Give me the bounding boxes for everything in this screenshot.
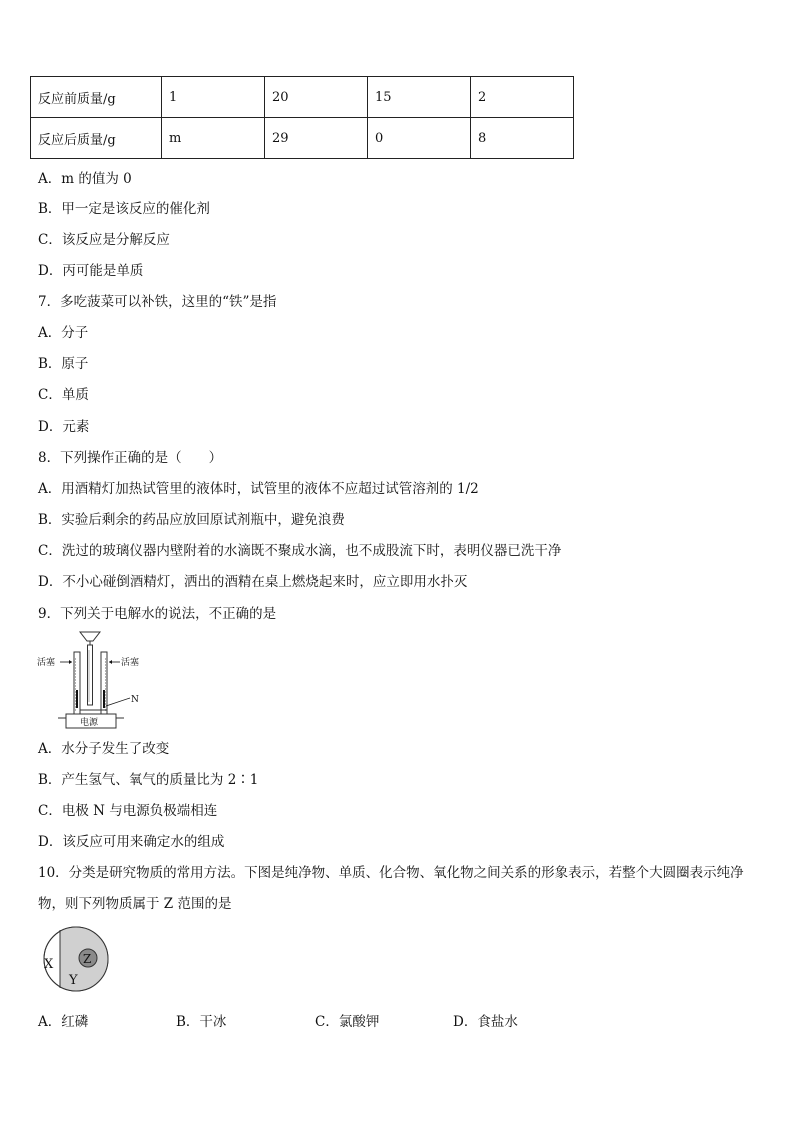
q10-option-d: D．食盐水 xyxy=(453,1014,518,1030)
q9-option-a: A．水分子发生了改变 xyxy=(38,741,170,757)
table-cell: 2 xyxy=(471,77,574,118)
q8-stem: 8．下列操作正确的是（ ） xyxy=(38,450,223,466)
q7-option-d: D．元素 xyxy=(38,419,90,435)
q8-option-c: C．洗过的玻璃仪器内壁附着的水滴既不聚成水滴，也不成股流下时，表明仪器已洗干净 xyxy=(38,543,562,559)
figure-label-electrode-n: N xyxy=(131,695,139,705)
q10-stem: 10．分类是研究物质的常用方法。下图是纯净物、单质、化合物、氧化物之间关系的形象表示，若整个大圆圈表示纯净物，则下列物质属于 Z 范围的是 xyxy=(38,865,744,912)
table-cell: 8 xyxy=(471,118,574,159)
q7-option-a: A．分子 xyxy=(38,325,89,341)
figure-label-z: Z xyxy=(83,952,92,966)
figure-label-power: 电源 xyxy=(80,718,99,728)
q6-option-c: C．该反应是分解反应 xyxy=(38,232,170,248)
q10-option-b: B．干冰 xyxy=(176,1014,227,1030)
q6-option-d: D．丙可能是单质 xyxy=(38,263,144,279)
q8-option-d: D．不小心碰倒酒精灯，洒出的酒精在桌上燃烧起来时，应立即用水扑灭 xyxy=(38,574,468,590)
table-cell: 反应后质量/g xyxy=(31,118,162,159)
figure-label-y: Y xyxy=(69,973,78,988)
figure-label-right-stopcock: 活塞 xyxy=(121,658,140,668)
q9-stem: 9．下列关于电解水的说法，不正确的是 xyxy=(38,606,277,622)
table-cell: 1 xyxy=(162,77,265,118)
table-cell: 反应前质量/g xyxy=(31,77,162,118)
q6-option-a: A．m 的值为 0 xyxy=(38,171,132,187)
q6-option-b: B．甲一定是该反应的催化剂 xyxy=(38,201,210,217)
table-cell: 15 xyxy=(368,77,471,118)
q10-option-a: A．红磷 xyxy=(38,1014,89,1030)
q8-option-a: A．用酒精灯加热试管里的液体时，试管里的液体不应超过试管溶剂的 1/2 xyxy=(38,481,479,497)
table-cell: 20 xyxy=(265,77,368,118)
classification-circles-figure xyxy=(38,926,114,992)
q7-stem: 7．多吃菠菜可以补铁，这里的“铁”是指 xyxy=(38,294,277,310)
table-cell: m xyxy=(162,118,265,159)
table-cell: 0 xyxy=(368,118,471,159)
electrolysis-apparatus-figure xyxy=(36,630,146,730)
q7-option-b: B．原子 xyxy=(38,356,89,372)
table-row xyxy=(31,77,574,118)
table-row xyxy=(31,118,574,159)
q10-option-c: C．氯酸钾 xyxy=(315,1014,380,1030)
figure-label-x: X xyxy=(44,957,54,972)
q7-option-c: C．单质 xyxy=(38,387,89,403)
mass-table xyxy=(30,76,574,159)
table-cell: 29 xyxy=(265,118,368,159)
q9-option-b: B．产生氢气、氧气的质量比为 2∶1 xyxy=(38,772,259,788)
q8-option-b: B．实验后剩余的药品应放回原试剂瓶中，避免浪费 xyxy=(38,512,345,528)
q9-option-c: C．电极 N 与电源负极端相连 xyxy=(38,803,218,819)
figure-label-left-stopcock: 活塞 xyxy=(37,658,56,668)
q9-option-d: D．该反应可用来确定水的组成 xyxy=(38,834,225,850)
